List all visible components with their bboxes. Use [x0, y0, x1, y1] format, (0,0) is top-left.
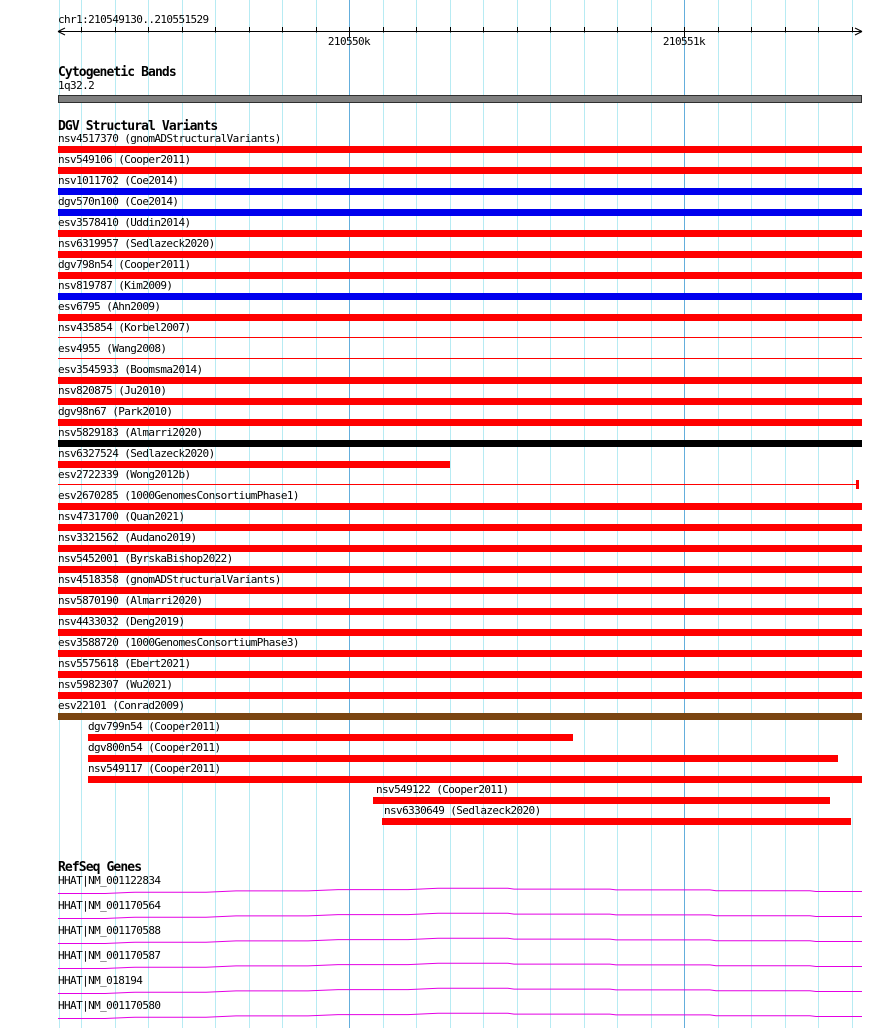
variant-bar[interactable] [58, 188, 862, 195]
gene-label[interactable]: HHAT|NM_001122834 [58, 874, 161, 887]
variant-bar[interactable] [58, 209, 862, 216]
dgv-track-title: DGV Structural Variants [58, 119, 218, 134]
variant-bar[interactable] [58, 503, 862, 510]
variant-bar[interactable] [58, 167, 862, 174]
variant-label[interactable]: esv3578410 (Uddin2014) [58, 216, 191, 229]
variant-bar[interactable] [58, 314, 862, 321]
variant-label[interactable]: esv4955 (Wang2008) [58, 342, 167, 355]
variant-label[interactable]: nsv4517370 (gnomADStructuralVariants) [58, 132, 281, 145]
variant-bar[interactable] [58, 650, 862, 657]
variant-label[interactable]: nsv5982307 (Wu2021) [58, 678, 173, 691]
gene-structure-line[interactable] [58, 963, 862, 968]
variant-label[interactable]: nsv6327524 (Sedlazeck2020) [58, 447, 215, 460]
variant-bar[interactable] [58, 566, 862, 573]
gene-structure-line[interactable] [58, 938, 862, 943]
ruler-tick-label: 210551k [662, 35, 706, 48]
variant-bar[interactable] [58, 272, 862, 279]
variant-bar[interactable] [88, 776, 862, 783]
variant-bar[interactable] [373, 797, 830, 804]
variant-bar[interactable] [58, 587, 862, 594]
variant-label[interactable]: nsv820875 (Ju2010) [58, 384, 167, 397]
variant-bar[interactable] [58, 545, 862, 552]
variant-bar[interactable] [58, 251, 862, 258]
variant-label[interactable]: dgv800n54 (Cooper2011) [88, 741, 221, 754]
variant-bar[interactable] [58, 608, 862, 615]
variant-label[interactable]: dgv799n54 (Cooper2011) [88, 720, 221, 733]
gene-label[interactable]: HHAT|NM_001170564 [58, 899, 161, 912]
variant-bar[interactable] [58, 629, 862, 636]
variant-label[interactable]: esv3588720 (1000GenomesConsortiumPhase3) [58, 636, 299, 649]
variant-label[interactable]: nsv5829183 (Almarri2020) [58, 426, 203, 439]
variant-line-end-tick[interactable] [856, 480, 859, 489]
cytoband-name-label[interactable]: 1q32.2 [58, 79, 95, 92]
variant-bar[interactable] [88, 734, 573, 741]
variant-label[interactable]: dgv98n67 (Park2010) [58, 405, 173, 418]
variant-label[interactable]: nsv549106 (Cooper2011) [58, 153, 191, 166]
gene-structure-line[interactable] [58, 1013, 862, 1018]
gene-label[interactable]: HHAT|NM_018194 [58, 974, 143, 987]
variant-bar[interactable] [58, 461, 450, 468]
variant-bar[interactable] [58, 377, 862, 384]
variant-label[interactable]: nsv5575618 (Ebert2021) [58, 657, 191, 670]
variant-label[interactable]: esv22101 (Conrad2009) [58, 699, 185, 712]
variant-label[interactable]: nsv435854 (Korbel2007) [58, 321, 191, 334]
variant-bar[interactable] [382, 818, 851, 825]
cytoband-bar[interactable] [58, 95, 862, 103]
variant-label[interactable]: esv2722339 (Wong2012b) [58, 468, 191, 481]
variant-label[interactable]: dgv798n54 (Cooper2011) [58, 258, 191, 271]
variant-bar[interactable] [58, 419, 862, 426]
variant-label[interactable]: nsv6330649 (Sedlazeck2020) [384, 804, 541, 817]
variant-bar[interactable] [58, 524, 862, 531]
variant-label[interactable]: esv3545933 (Boomsma2014) [58, 363, 203, 376]
variant-bar[interactable] [58, 713, 862, 720]
variant-label[interactable]: esv2670285 (1000GenomesConsortiumPhase1) [58, 489, 299, 502]
variant-label[interactable]: nsv3321562 (Audano2019) [58, 531, 197, 544]
variant-bar[interactable] [58, 146, 862, 153]
gene-label[interactable]: HHAT|NM_001170580 [58, 999, 161, 1012]
gene-structure-line[interactable] [58, 888, 862, 893]
ruler-arrowhead [855, 28, 862, 32]
variant-bar[interactable] [58, 398, 862, 405]
gene-label[interactable]: HHAT|NM_001170588 [58, 924, 161, 937]
variant-label[interactable]: nsv1011702 (Coe2014) [58, 174, 179, 187]
variant-line[interactable] [58, 358, 862, 359]
variant-label[interactable]: nsv5870190 (Almarri2020) [58, 594, 203, 607]
variant-label[interactable]: dgv570n100 (Coe2014) [58, 195, 179, 208]
variant-label[interactable]: nsv4518358 (gnomADStructuralVariants) [58, 573, 281, 586]
variant-bar[interactable] [88, 755, 838, 762]
ruler-tick-label: 210550k [327, 35, 371, 48]
region-label: chr1:210549130..210551529 [58, 13, 209, 26]
variant-bar[interactable] [58, 692, 862, 699]
refseq-track-title: RefSeq Genes [58, 860, 142, 875]
variant-bar[interactable] [58, 440, 862, 447]
gene-label[interactable]: HHAT|NM_001170587 [58, 949, 161, 962]
gene-structure-line[interactable] [58, 988, 862, 993]
variant-label[interactable]: nsv819787 (Kim2009) [58, 279, 173, 292]
variant-line[interactable] [58, 484, 856, 485]
variant-label[interactable]: nsv4433032 (Deng2019) [58, 615, 185, 628]
ruler-arrowhead [855, 32, 862, 36]
variant-label[interactable]: nsv4731700 (Quan2021) [58, 510, 185, 523]
variant-label[interactable]: nsv5452001 (ByrskaBishop2022) [58, 552, 233, 565]
variant-label[interactable]: nsv549117 (Cooper2011) [88, 762, 221, 775]
gene-structure-line[interactable] [58, 913, 862, 918]
variant-label[interactable]: nsv549122 (Cooper2011) [376, 783, 509, 796]
variant-label[interactable]: esv6795 (Ahn2009) [58, 300, 161, 313]
cytoband-track-title: Cytogenetic Bands [58, 65, 176, 80]
variant-bar[interactable] [58, 293, 862, 300]
variant-line[interactable] [58, 337, 862, 338]
variant-bar[interactable] [58, 671, 862, 678]
variant-label[interactable]: nsv6319957 (Sedlazeck2020) [58, 237, 215, 250]
variant-bar[interactable] [58, 230, 862, 237]
